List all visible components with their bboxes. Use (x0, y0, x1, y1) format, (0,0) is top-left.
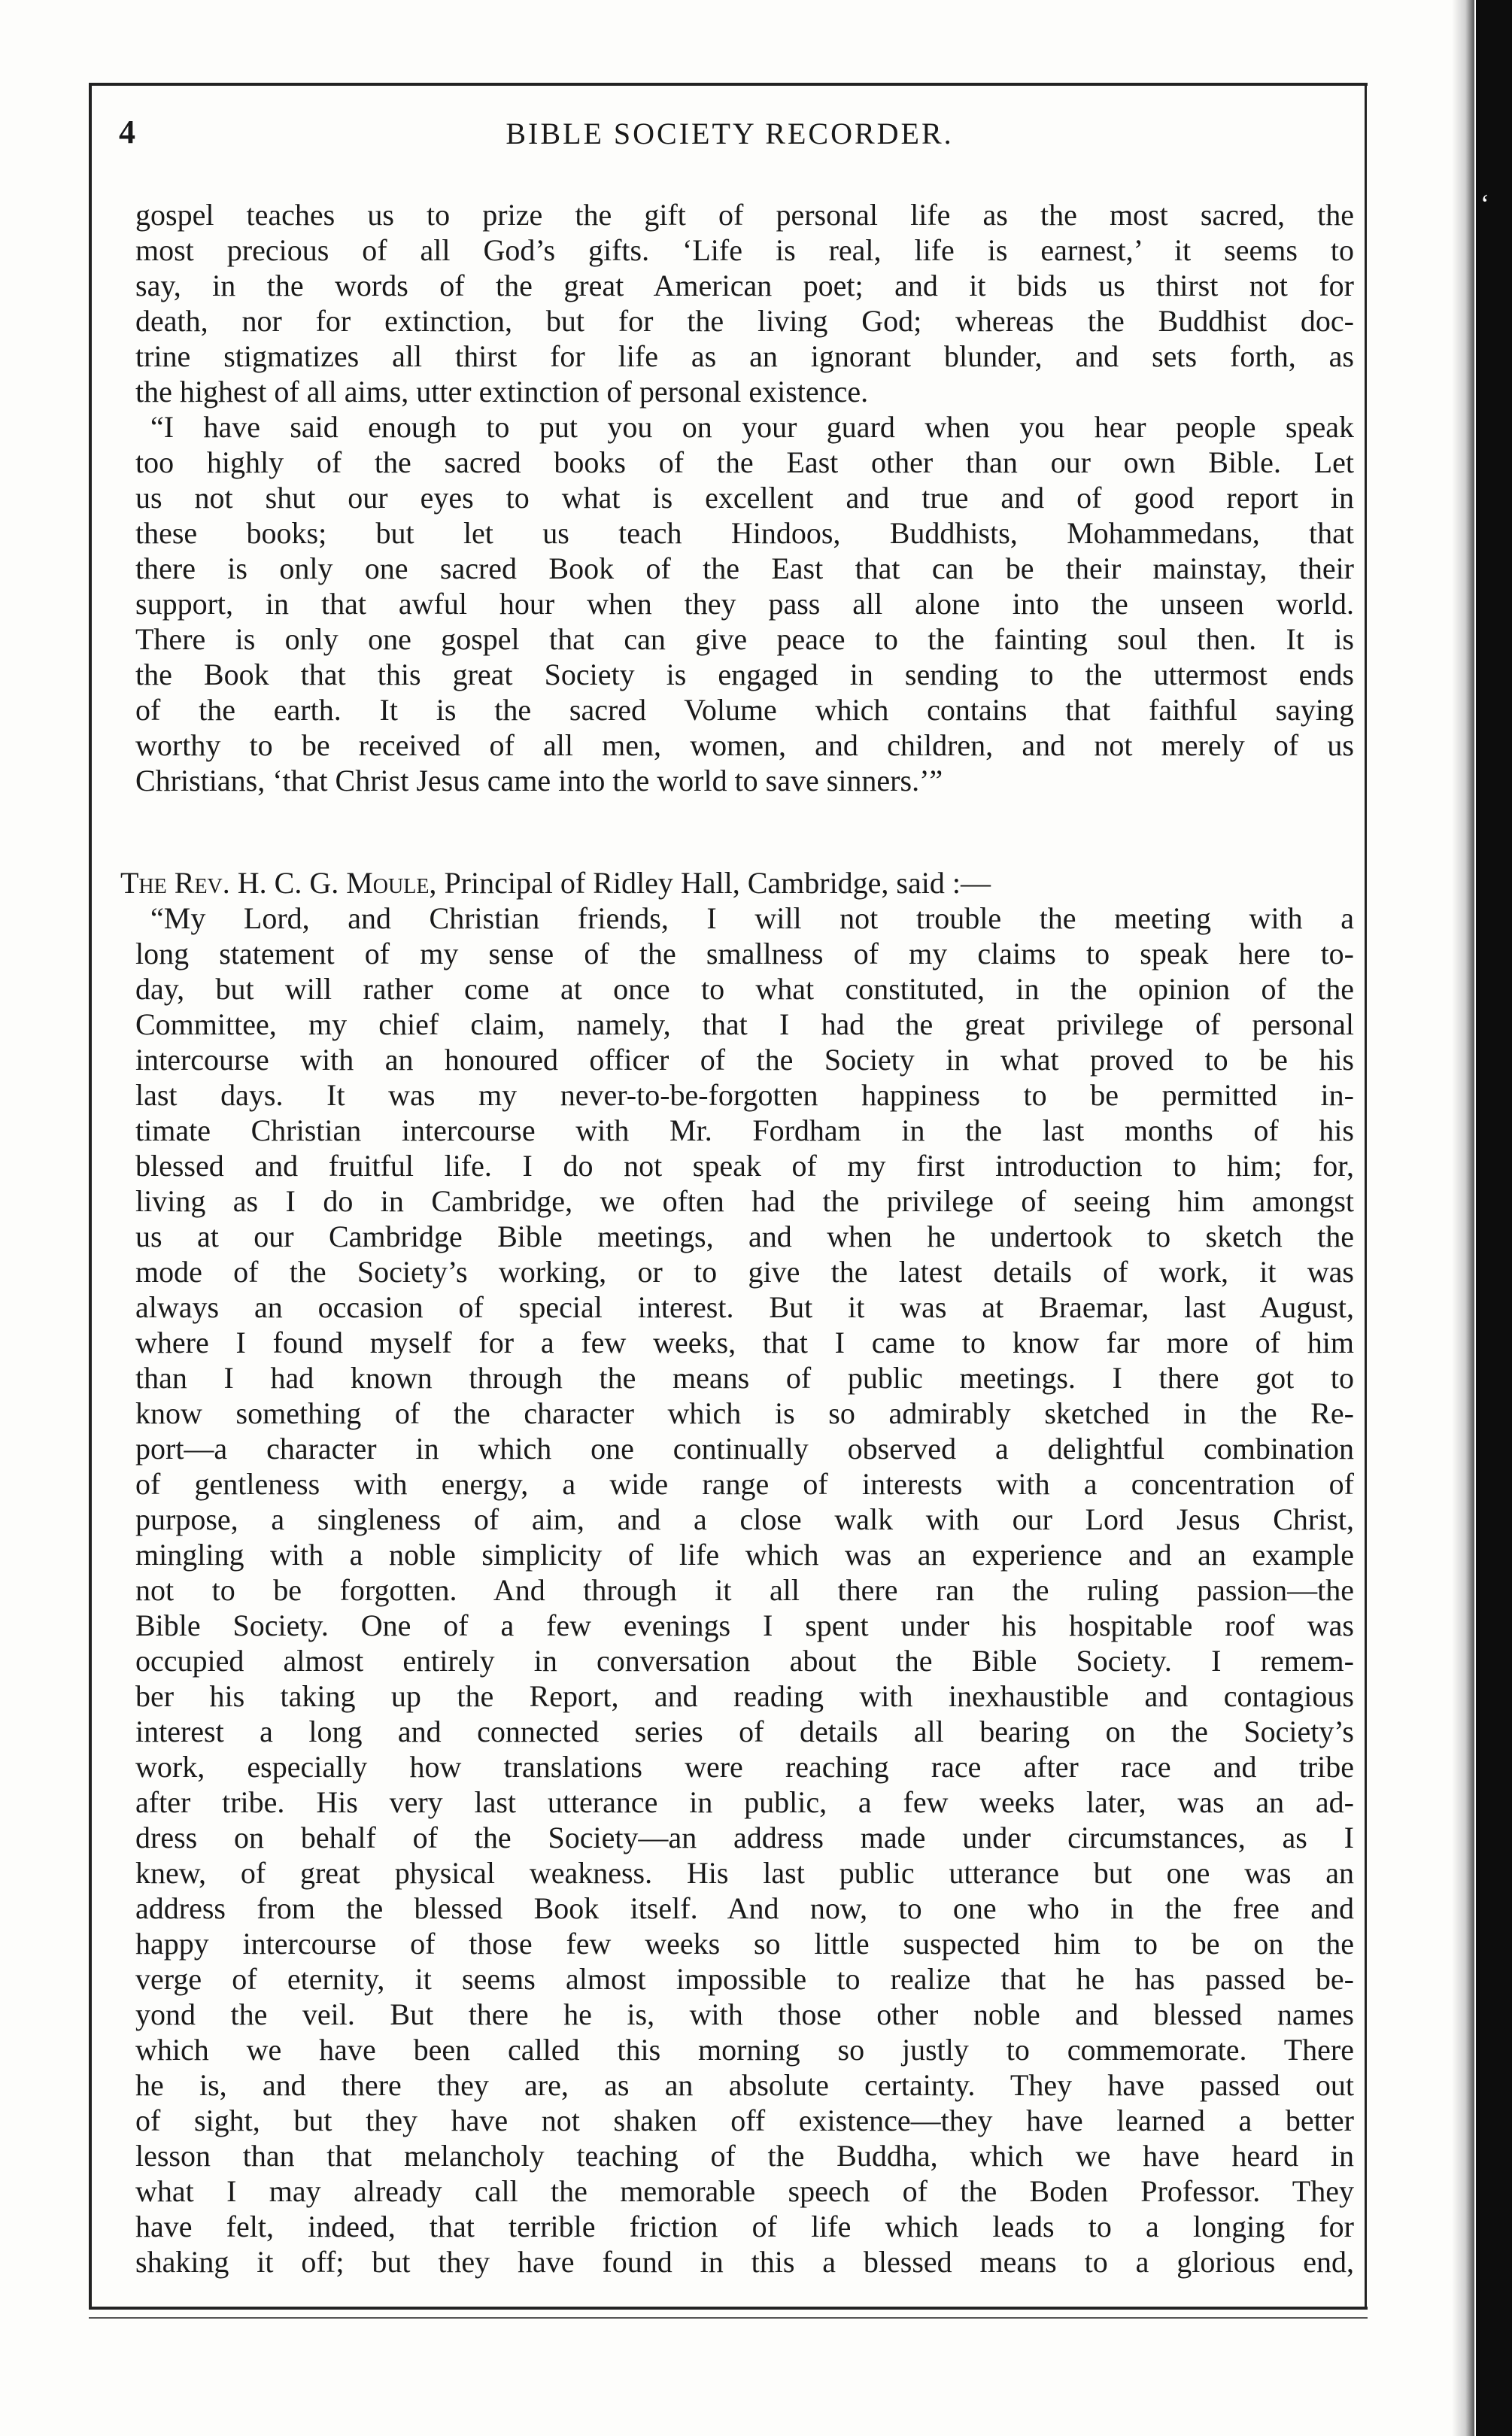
text-line: know something of the character which is so admirably sketched in the Re- (135, 1396, 1354, 1430)
text-line: “My Lord, and Christian friends, I will not trouble the meeting with a (150, 901, 1354, 935)
text-line: work, especially how translations were reaching race after race and tribe (135, 1750, 1354, 1784)
text-line: knew, of great physical weakness. His last public utterance but one was an (135, 1856, 1354, 1890)
text-line: “I have said enough to put you on your guard when you hear people speak (150, 410, 1354, 444)
text-line: of gentleness with energy, a wide range of interests with a concentration of (135, 1467, 1354, 1501)
margin-mark: ‘ (1480, 189, 1489, 219)
text-line: purpose, a singleness of aim, and a close walk with our Lord Jesus Christ, (135, 1502, 1354, 1536)
page-header (105, 113, 1354, 166)
text-line: There is only one gospel that can give peace to the fainting soul then. It is (135, 622, 1354, 656)
speaker-role: Principal of Ridley Hall, Cambridge, said :— (436, 866, 991, 900)
frame-rule-bottom (89, 2307, 1368, 2310)
text-line: us not shut our eyes to what is excellent and true and of good report in (135, 481, 1354, 515)
text-line: Christians, ‘that Christ Jesus came into the world to save sinners.’” (135, 764, 943, 797)
text-line: mingling with a noble simplicity of life which was an experience and an example (135, 1538, 1354, 1572)
text-line: say, in the words of the great American poet; and it bids us thirst not for (135, 269, 1354, 302)
text-line: dress on behalf of the Society—an address made under circumstances, as I (135, 1821, 1354, 1854)
text-line: most precious of all God’s gifts. ‘Life is real, life is earnest,’ it seems to (135, 233, 1354, 267)
text-line: last days. It was my never-to-be-forgotten happiness to be permitted in- (135, 1078, 1354, 1112)
speaker-name: The Rev. H. C. G. Moule, (120, 866, 437, 900)
text-line: yond the veil. But there he is, with those other noble and blessed names (135, 1997, 1354, 2031)
text-line: happy intercourse of those few weeks so little suspected him to be on the (135, 1927, 1354, 1961)
article-section-speaker (120, 865, 1354, 2280)
binding-strip (1476, 0, 1512, 2436)
article-section-continued (135, 197, 1354, 798)
text-line: day, but will rather come at once to what constituted, in the opinion of the (135, 972, 1354, 1006)
text-line: worthy to be received of all men, women, and children, and not merely of us (135, 728, 1354, 762)
text-line: which we have been called this morning so justly to commemorate. There (135, 2033, 1354, 2067)
frame-rule-left (89, 83, 92, 2308)
text-line: blessed and fruitful life. I do not speak of my first introduction to him; for, (135, 1149, 1354, 1183)
text-line: he is, and there they are, as an absolute certainty. They have passed out (135, 2068, 1354, 2102)
text-line: lesson than that melancholy teaching of the Buddha, which we have heard in (135, 2139, 1354, 2173)
text-line: where I found myself for a few weeks, that I came to know far more of him (135, 1326, 1354, 1359)
text-line: not to be forgotten. And through it all there ran the ruling passion—the (135, 1573, 1354, 1607)
running-title: BIBLE SOCIETY RECORDER. (506, 117, 954, 150)
text-line: port—a character in which one continually observed a delightful combination (135, 1432, 1354, 1466)
speech-body (135, 901, 1354, 2280)
text-line: living as I do in Cambridge, we often had the privilege of seeing him amongst (135, 1184, 1354, 1218)
text-line: long statement of my sense of the smallness of my claims to speak here to- (135, 937, 1354, 970)
text-line: than I had known through the means of public meetings. I there got to (135, 1361, 1354, 1395)
text-line: mode of the Society’s working, or to give the latest details of work, it was (135, 1255, 1354, 1289)
text-line: there is only one sacred Book of the East that can be their mainstay, their (135, 551, 1354, 585)
text-line: these books; but let us teach Hindoos, Buddhists, Mohammedans, that (135, 516, 1354, 550)
binding-shadow (1452, 0, 1474, 2436)
frame-rule-right (1365, 83, 1367, 2308)
frame-rule-top (89, 83, 1368, 86)
text-line: occupied almost entirely in conversation about the Bible Society. I remem- (135, 1644, 1354, 1678)
text-line: gospel teaches us to prize the gift of personal life as the most sacred, the (135, 198, 1354, 232)
text-line: always an occasion of special interest. But it was at Braemar, last August, (135, 1290, 1354, 1324)
text-line: trine stigmatizes all thirst for life as an ignorant blunder, and sets forth, as (135, 339, 1354, 373)
text-line: Committee, my chief claim, namely, that I had the great privilege of personal (135, 1007, 1354, 1041)
text-line: too highly of the sacred books of the East other than our own Bible. Let (135, 445, 1354, 479)
speaker-heading (120, 865, 1354, 901)
text-line: the Book that this great Society is engaged in sending to the uttermost ends (135, 658, 1354, 691)
text-line: the highest of all aims, utter extinction of personal existence. (135, 375, 869, 409)
text-line: support, in that awful hour when they pass all alone into the unseen world. (135, 587, 1354, 621)
text-line: of sight, but they have not shaken off existence—they have learned a better (135, 2103, 1354, 2137)
frame-rule-bottom-secondary (89, 2317, 1368, 2319)
text-line: us at our Cambridge Bible meetings, and when he undertook to sketch the (135, 1220, 1354, 1253)
text-line: Bible Society. One of a few evenings I spent under his hospitable roof was (135, 1608, 1354, 1642)
text-line: timate Christian intercourse with Mr. Fordham in the last months of his (135, 1113, 1354, 1147)
text-line: intercourse with an honoured officer of the Society in what proved to be his (135, 1043, 1354, 1077)
text-line: what I may already call the memorable speech of the Boden Professor. They (135, 2174, 1354, 2208)
text-line: interest a long and connected series of details all bearing on the Society’s (135, 1715, 1354, 1748)
text-line: ber his taking up the Report, and reading with inexhaustible and contagious (135, 1679, 1354, 1713)
text-line: after tribe. His very last utterance in public, a few weeks later, was an ad- (135, 1785, 1354, 1819)
text-line: of the earth. It is the sacred Volume which contains that faithful saying (135, 693, 1354, 727)
text-line: death, nor for extinction, but for the living God; whereas the Buddhist doc- (135, 304, 1354, 338)
text-line: verge of eternity, it seems almost impossible to realize that he has passed be- (135, 1962, 1354, 1996)
page-number: 4 (119, 114, 135, 150)
text-line: have felt, indeed, that terrible friction of life which leads to a longing for (135, 2210, 1354, 2243)
text-line: address from the blessed Book itself. And now, to one who in the free and (135, 1891, 1354, 1925)
text-line: shaking it off; but they have found in this a blessed means to a glorious end, (135, 2245, 1354, 2279)
